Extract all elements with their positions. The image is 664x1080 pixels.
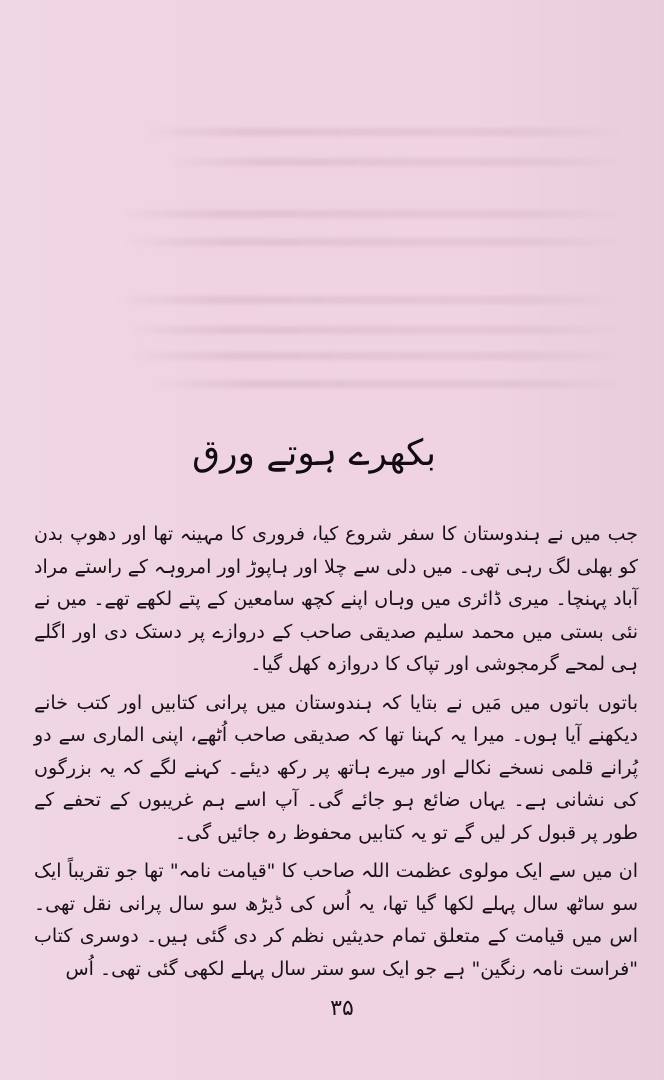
paragraph: باتوں باتوں میں مَیں نے بتایا کہ ہندوستان میں پرانی کتابیں اور کتب خانے دیکھنے آیا ہوں۔ میرا یہ کہنا تھا کہ صدیقی صاحب اُٹھے، اپنی الماری سے دو پُرانے قلمی نسخے نکالے اور میرے ہاتھ پر رکھ دیئے۔ کہنے لگے کہ یہ بزرگوں کی نشانی ہے۔ یہاں ضائع ہو جائے گی۔ آپ اسے ہم غریبوں کے تحفے کے طور پر قبول کر لیں گے تو یہ کتابیں محفوظ رہ جائیں گی۔: [34, 691, 638, 844]
show-through-text-line: [119, 210, 624, 218]
body-text: [34, 518, 638, 991]
chapter-title: بکھرے ہوتے ورق: [192, 433, 436, 474]
show-through-text-line: [154, 380, 624, 388]
paragraph: جب میں نے ہندوستان کا سفر شروع کیا، فروری کا مہینہ تھا اور دھوپ بدن کو بھلی لگ رہی تھی۔ میں دلی سے چلا اور ہاپوڑ اور امروہہ کے راستے مراد آباد پہنچا۔ میری ڈائری میں وہاں اپنے کچھ سامعین کے پتے لکھے تھے۔ میں نے نئی بستی میں محمد سلیم صدیقی صاحب کے دروازے پر دستک دی اور اگلے ہی لمحے گرمجوشی اور تپاک کا دروازہ کھل گیا۔: [34, 523, 638, 675]
show-through-text-line: [114, 296, 624, 304]
show-through-text-line: [124, 326, 624, 334]
show-through-text-line: [169, 158, 624, 166]
show-through-text-line: [124, 238, 624, 246]
paragraph: ان میں سے ایک مولوی عظمت اللہ صاحب کا "قیامت نامہ" تھا جو تقریباً ایک سو ساٹھ سال پہلے لکھا گیا تھا، یہ اُس کی ڈیڑھ سو سال پرانی نقل تھی۔ اس میں قیامت کے متعلق تمام حدیثیں نظم کر دی گئی ہیں۔ دوسری کتاب "فراست نامہ رنگین" ہے جو ایک سو ستر سال پہلے لکھی گئی تھی۔ اُس: [34, 860, 638, 980]
page-number: ۳۵: [330, 996, 354, 1021]
show-through-text-line: [144, 128, 624, 136]
show-through-text-line: [129, 352, 624, 360]
